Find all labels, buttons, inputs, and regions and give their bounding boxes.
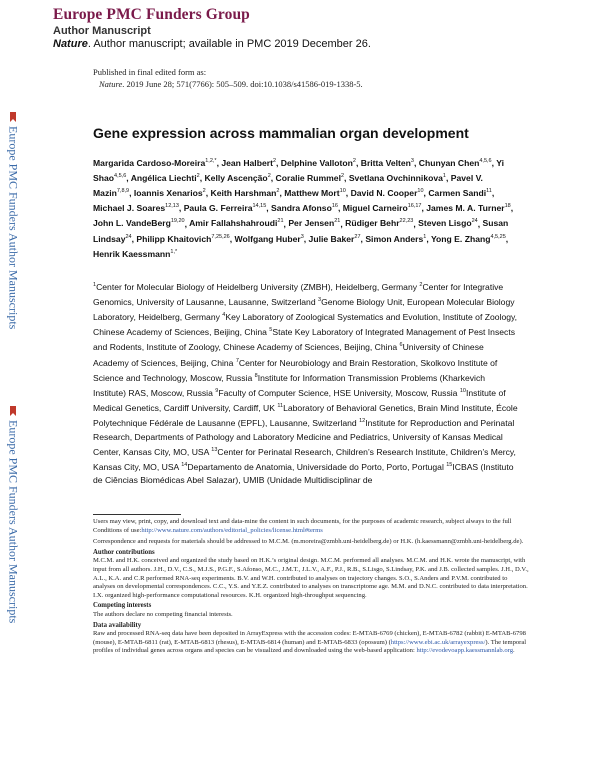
data-availability-heading: Data availability <box>93 621 142 629</box>
author-affiliation-marker: 10 <box>417 188 424 195</box>
author-name <box>365 234 426 244</box>
affiliation-number: 5 <box>269 327 273 334</box>
author-name-text: Margarida Cardoso-Moreira <box>93 157 206 168</box>
author-name <box>419 158 492 168</box>
author-name <box>189 218 283 228</box>
author-name-text: Coralie Rummel <box>275 173 341 184</box>
author-name <box>361 158 414 168</box>
author-affiliation-marker: 12,13 <box>165 203 179 210</box>
author-name <box>136 234 229 244</box>
author-name <box>309 234 361 244</box>
author-affiliation-marker: 2 <box>272 158 276 164</box>
article-title: Gene expression across mammalian organ development <box>93 125 469 141</box>
author-affiliation-marker: 1,* <box>170 248 178 255</box>
contributions-text: M.C.M. and H.K. conceived and organized the study based on H.K.’s original design. M.C.M. performed all analyses. M.C.M. and H.K. wrote the manuscript, with input from all authors. J.H., D.V., C.S., M.J.S., P.G.F., S.Afonso, M.C., J.M.T., J.L.V., A.F., P.J., R.B., S.Lisgo, S.Lindsay, P.K. and J.B. collected samples. J.H., D.V., A.L., K.A. and C.R performed RNA-seq experiments. B.V. and W.H. contributed to analyses on trajectory changes. S.O., S.Anders and P.V.M. contributed to analyses on developmental correspondences. C.C., Y.S. and Y.E.Z. contributed to analyses on transcriptome age. M.M. and D.N.C. contributed to data interpretation. I.X. organized high-performance computational resources. K.H. organized high-throughput sequencing. <box>93 557 529 599</box>
author-name-text: Susan Lindsay <box>93 218 509 244</box>
author-name <box>93 203 179 213</box>
author-affiliation-marker: 2 <box>276 188 280 195</box>
affiliation-number: 6 <box>399 342 403 349</box>
author-name-text: Henrik Kaessmann <box>93 248 171 259</box>
author-name <box>235 234 304 244</box>
affiliation-number: 2 <box>419 282 423 288</box>
author-name <box>211 188 280 198</box>
affiliation-text: Laboratory of Behavioral Genetics, Brain Mind Institute, École Polytechnique Fédérale de Lausanne (EPFL), Lausanne, Switzerland <box>93 403 518 429</box>
author-name-text: David N. Cooper <box>350 188 418 199</box>
author-name <box>431 234 506 244</box>
availability-line <box>53 38 593 50</box>
author-name <box>428 188 492 198</box>
author-affiliation-marker: 2 <box>340 173 345 180</box>
terms-text: Users may view, print, copy, and download text and data-mine the content in such documents, for the purposes of academic research, subject always to the full Conditions of use: <box>93 518 512 534</box>
bookmark-icon <box>8 112 18 122</box>
author-name-text: Delphine Valloton <box>280 157 353 168</box>
author-affiliation-marker: 1,2,* <box>205 158 217 164</box>
citation-journal: Nature <box>99 79 123 89</box>
author-name <box>93 158 217 168</box>
terms-link[interactable]: http://www.nature.com/authors/editorial_policies/license.html#terms <box>141 526 323 534</box>
author-name-text: Michael J. Soares <box>93 203 166 214</box>
affiliation-text: Center for Perinatal Research, Children’s Research Institute, Children’s Mercy, Kansas City, MO, USA <box>93 446 516 472</box>
author-affiliation-marker: 16 <box>331 203 338 210</box>
author-list: Margarida Cardoso-Moreira$^{1,2,*}$, Jean Halbert$^2$, Delphine Valloton$^2$, Britta Velten$^3$, Chunyan Chen$^{4,5,6}$, Yi Shao$^{4,5,6}$, Angélica Liechti$^2$, Kelly Ascenção$^2$, Coralie Rummel$^2$, Svetlana Ovchinnikova$^1$, Pavel V. Mazin$^{7,8,9}$, Ioannis Xenarios$^2$, Keith Harshman$^2$, Matthew Mort$^{10}$, David N. Cooper$^{10}$, Carmen Sandi$^{11}$, Michael J. Soares$^{12,13}$, Paula G. Ferreira$^{14,15}$, Sandra Afonso$^{16}$, Miguel Carneiro$^{16,17}$, James M. A. Turner$^{18}$, John L. VandeBerg$^{19,20}$, Amir Fallahshahroudi$^{21}$, Per Jensen$^{21}$, Rüdiger Behr$^{22,23}$, Steven Lisgo$^{24}$, Susan Lindsay$^{24}$, Philipp Khaitovich$^{7,25,26}$, Wolfgang Huber$^3$, Julie Baker$^{27}$, Simon Anders$^1$, Yong E. Zhang$^{4,5,25}$, Henrik Kaessmann$^{1,*}$ <box>93 157 514 259</box>
author-name-text: Per Jensen <box>288 218 335 229</box>
author-affiliation-marker: 24 <box>471 218 478 225</box>
author-name-text: Chunyan Chen <box>418 157 480 168</box>
journal-name: Nature <box>53 38 88 50</box>
affiliation-number: 4 <box>222 312 226 319</box>
author-name <box>184 203 267 213</box>
author-affiliation-marker: 7,8,9 <box>116 188 130 195</box>
author-affiliation-marker: 10 <box>339 188 346 195</box>
affiliation <box>181 462 444 472</box>
author-name <box>284 188 346 198</box>
affiliation-number: 1 <box>93 282 97 288</box>
data-availability-text <box>93 630 530 656</box>
affiliation-number: 3 <box>318 297 322 304</box>
author-name-text: Ioannis Xenarios <box>133 188 203 199</box>
author-affiliation-marker: 14,15 <box>252 203 267 210</box>
affiliation-number: 9 <box>215 388 219 395</box>
author-affiliation-marker: 7,25,26 <box>211 233 230 240</box>
author-affiliation-marker: 16,17 <box>407 203 422 210</box>
competing-text: The authors declare no competing financial interests. <box>93 610 233 618</box>
contributions-heading: Author contributions <box>93 548 155 556</box>
correspondence-note: Correspondence and requests for materials should be addressed to M.C.M. (m.moreira@zmbh.uni-heidelberg.de) or H.K. (h.kaessmann@zmbh.uni-heidelberg.de). <box>93 538 524 546</box>
affiliation-number: 12 <box>359 418 366 425</box>
author-name-text: Philipp Khaitovich <box>136 233 212 244</box>
affiliation-number: 10 <box>459 388 466 395</box>
manuscript-header <box>53 6 593 50</box>
affiliation-text: Institute for Reproduction and Perinatal Research, Departments of Pathology and Laboratory Medicine and Pediatrics, University of Kansas Medical Center, Kansas City, MO, USA <box>93 418 515 457</box>
author-name <box>343 203 422 213</box>
author-affiliation-marker: 22,23 <box>399 218 414 225</box>
author-name <box>281 158 356 168</box>
author-name-text: Kelly Ascenção <box>204 173 268 184</box>
affiliation-text: Center for Neurobiology and Brain Restoration, Skolkovo Institute of Science and Technology, Moscow, Russia <box>93 357 498 383</box>
author-name <box>349 173 446 183</box>
author-name-text: Steven Lisgo <box>418 218 472 229</box>
author-name-text: James M. A. Turner <box>426 203 505 214</box>
author-name-text: Paula G. Ferreira <box>183 203 253 214</box>
affiliation-number: 7 <box>235 357 239 364</box>
bookmark-icon <box>8 406 18 416</box>
terms-of-use <box>93 518 530 535</box>
affiliation-text: Faculty of Computer Science, HSE University, Moscow, Russia <box>218 387 458 398</box>
affiliation-number: 11 <box>277 403 284 410</box>
affiliation-number: 13 <box>211 446 218 453</box>
author-affiliation-marker: 24 <box>125 233 132 240</box>
author-affiliation-marker: 1 <box>423 233 427 240</box>
affiliation-text: University of Chinese Academy of Sciences, Beijing, China <box>93 342 484 368</box>
author-name-text: Pavel V. Mazin <box>93 173 483 199</box>
author-name-text: Svetlana Ovchinnikova <box>348 173 443 184</box>
sidebar-text: Europe PMC Funders Author Manuscripts <box>6 420 21 624</box>
author-affiliation-marker: 19,20 <box>170 218 185 225</box>
availability-text: . Author manuscript; available in PMC 2019 December 26. <box>87 38 371 50</box>
citation-text: . 2019 June 28; 571(7766): 505–509. doi:10.1038/s41586-019-1338-5. <box>122 79 363 89</box>
author-affiliation-marker: 11 <box>486 188 492 195</box>
author-affiliation-marker: 21 <box>334 218 341 225</box>
author-name <box>134 188 206 198</box>
affiliation-text: Center for Integrative Genomics, University of Lausanne, Lausanne, Switzerland <box>93 281 504 308</box>
author-name-text: Yi Shao <box>93 157 505 184</box>
author-affiliation-marker: 2 <box>267 173 271 180</box>
author-affiliation-marker: 2 <box>196 173 200 180</box>
author-name-text: John L. VandeBerg <box>93 218 171 229</box>
affiliation-text: State Key Laboratory of Integrated Management of Pest Insects and Rodents, Institute of Zoology, Chinese Academy of Sciences, Beijing, China <box>93 327 516 353</box>
funders-group-title: Europe PMC Funders Group <box>53 6 250 23</box>
author-name <box>418 218 478 228</box>
author-name <box>276 173 345 183</box>
data-text-part1: Raw and processed RNA-seq data have been deposited in ArrayExpress with the accession codes: E-MTAB-6769 (chicken), E-MTAB-6782 (rabbit) E-MTAB-6798 (mouse), E-MTAB-6811 (rat), E-MTAB-6813 (rhesus), E-MTAB-6814 (human) and E-MTAB-6833 (opossum) ( <box>93 630 526 646</box>
author-name-text: Keith Harshman <box>210 188 277 199</box>
sidebar-label-bottom <box>4 406 22 623</box>
arrayexpress-link[interactable]: https://www.ebi.ac.uk/arrayexpress/ <box>390 638 486 646</box>
competing-heading: Competing interests <box>93 602 152 610</box>
affiliation <box>93 282 417 292</box>
author-name-text: Simon Anders <box>365 233 424 244</box>
data-text-part2: ). The temporal profiles of individual genes across organs and species can be visualized and downloaded using the web-based application: <box>93 638 527 655</box>
author-name-text: Yong E. Zhang <box>430 233 491 244</box>
author-name <box>426 203 510 213</box>
author-name <box>271 203 338 213</box>
author-name-text: Angélica Liechti <box>130 173 197 184</box>
author-affiliation-marker: 1 <box>442 173 446 180</box>
author-name <box>204 173 270 183</box>
author-affiliation-marker: 27 <box>354 233 361 240</box>
evodevo-app-link[interactable]: http://evodevoapp.kaessmannlab.org <box>416 647 514 655</box>
affiliation-text: Departamento de Anatomia, Universidade do Porto, Porto, Portugal <box>187 461 444 472</box>
author-affiliation-marker: 4,5,6 <box>114 173 127 180</box>
affiliation-number: 14 <box>181 462 188 469</box>
author-name <box>221 158 276 168</box>
author-name <box>93 218 185 228</box>
author-name-text: Matthew Mort <box>284 188 340 199</box>
author-name <box>131 173 200 183</box>
author-name-text: Rüdiger Behr <box>345 218 400 229</box>
sidebar-text: Europe PMC Funders Author Manuscripts <box>6 126 21 330</box>
affiliation-text: Institute of Medical Genetics, Cardiff University, Cardiff, UK <box>93 387 506 414</box>
affiliation-text: Key Laboratory of Zoological Systematics and Evolution, Institute of Zoology, Chinese Academy of Sciences, Beijing, China <box>93 312 518 338</box>
citation-line <box>93 78 363 90</box>
author-affiliation-marker: 4,5,25 <box>490 233 506 240</box>
data-text-end: . <box>513 647 515 655</box>
affiliation-text: Center for Molecular Biology of Heidelberg University (ZMBH), Heidelberg, Germany <box>96 281 418 292</box>
sidebar-label-top <box>4 112 22 329</box>
affiliation <box>215 388 457 398</box>
author-name <box>288 218 340 228</box>
author-affiliation-marker: 2 <box>202 188 206 195</box>
author-name-text: Sandra Afonso <box>271 203 332 214</box>
author-affiliation-marker: 21 <box>277 218 284 225</box>
author-name <box>93 249 177 259</box>
author-name-text: Amir Fallahshahroudi <box>189 218 278 229</box>
author-name-text: Wolfgang Huber <box>234 233 301 244</box>
author-manuscript-label: Author Manuscript <box>53 25 151 37</box>
author-name-text: Britta Velten <box>360 157 411 168</box>
author-affiliation-marker: 3 <box>300 233 304 240</box>
author-name <box>351 188 424 198</box>
affiliation-number: 8 <box>254 372 258 379</box>
affiliation-text: ICBAS (Instituto de Ciências Biomédicas Abel Salazar), UMIB (Unidade Multidisciplinar de <box>93 461 514 486</box>
author-name-text: Jean Halbert <box>221 157 273 168</box>
author-name-text: Julie Baker <box>308 233 355 244</box>
author-name-text: Carmen Sandi <box>428 188 487 199</box>
author-affiliation-marker: 18 <box>504 203 511 210</box>
author-affiliation-marker: 4,5,6 <box>479 158 492 164</box>
author-name <box>345 218 413 228</box>
affiliation-text: Institute for Information Transmission Problems (Kharkevich Institute) RAS, Moscow, Russia <box>93 372 486 398</box>
footnotes <box>93 518 530 656</box>
affiliation-number: 15 <box>446 462 453 469</box>
affiliation-list <box>93 279 518 487</box>
author-name-text: Miguel Carneiro <box>342 203 408 214</box>
affiliation-text: Genome Biology Unit, European Molecular Biology Laboratory, Heidelberg, Germany <box>93 297 515 323</box>
author-affiliation-marker: 2 <box>352 158 356 164</box>
footnote-divider <box>93 514 181 515</box>
published-final-label: Published in final edited form as: <box>93 67 207 77</box>
author-affiliation-marker: 3 <box>410 158 414 164</box>
publication-info <box>93 66 363 90</box>
